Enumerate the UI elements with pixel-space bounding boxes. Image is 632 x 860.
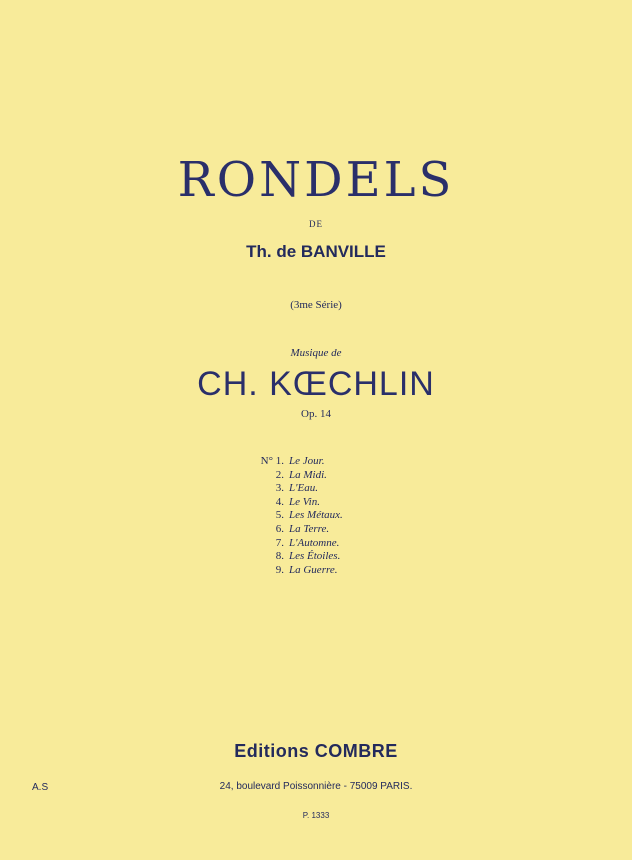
list-item [240, 496, 343, 510]
song-title: Les Étoiles. [289, 550, 341, 563]
catalog-number: P. 1333 [302, 811, 330, 820]
song-title: Le Jour. [289, 455, 325, 467]
song-number: 7. [275, 536, 284, 549]
song-number: 5. [275, 509, 284, 522]
song-number: 6. [275, 522, 284, 535]
song-list [240, 455, 343, 577]
edition-code: A.S [32, 782, 49, 793]
song-title: Les Métaux. [289, 509, 343, 522]
publisher-address: 24, boulevard Poissonnière - 75009 PARIS. [219, 781, 413, 792]
song-title: L'Automne. [289, 536, 340, 549]
song-title: L'Eau. [289, 482, 318, 495]
composer-name: CH. KŒCHLIN [197, 365, 435, 403]
list-item [240, 482, 343, 496]
list-item [240, 455, 343, 469]
list-item [240, 564, 343, 578]
song-title: La Guerre. [289, 563, 338, 576]
song-number: 3. [275, 482, 284, 495]
song-title: Le Vin. [289, 495, 320, 508]
song-title: La Terre. [289, 522, 330, 535]
song-number: 2. [275, 468, 284, 481]
cover-de: DE [309, 219, 323, 229]
list-item [240, 509, 343, 523]
series-label: (3me Série) [290, 299, 342, 311]
poet-name: Th. de BANVILLE [246, 242, 386, 261]
song-number: N° 1. [260, 455, 284, 467]
song-number: 8. [275, 550, 284, 563]
list-item [240, 523, 343, 537]
cover-title: RONDELS [177, 152, 455, 208]
list-item [240, 537, 343, 551]
opus-number: Op. 14 [301, 408, 331, 420]
song-number: 4. [275, 495, 284, 508]
song-number: 9. [275, 563, 284, 576]
list-item [240, 550, 343, 564]
music-by-label: Musique de [290, 347, 342, 359]
list-item [240, 469, 343, 483]
song-title: La Midi. [289, 468, 327, 481]
publisher-name: Editions COMBRE [234, 741, 398, 761]
